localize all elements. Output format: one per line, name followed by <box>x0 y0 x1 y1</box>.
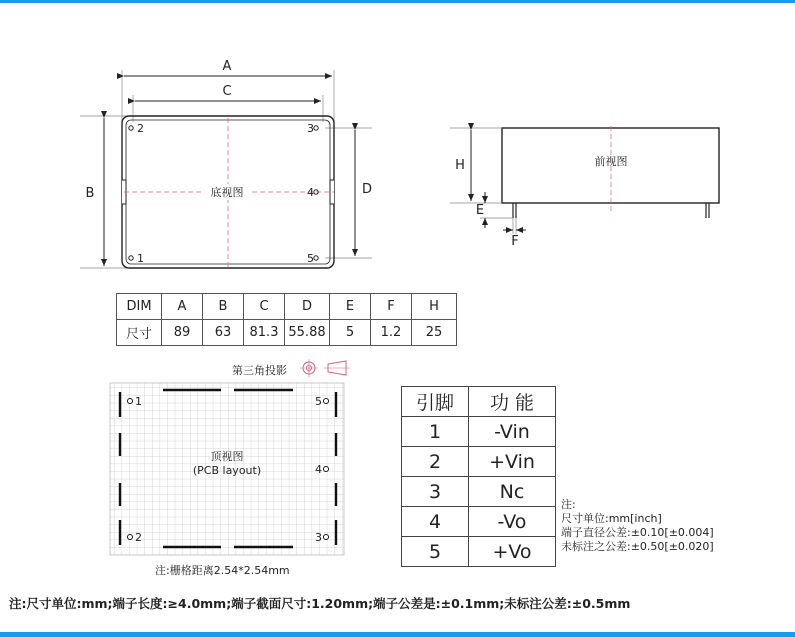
dimension-table-header <box>117 294 457 320</box>
third-angle-projection-symbol <box>300 359 350 377</box>
top-view-label: 顶视图 <box>210 450 244 463</box>
bottom-pin-1-hole <box>129 256 133 260</box>
table-cell: 3 <box>402 477 469 507</box>
note-line: 尺寸单位:mm[inch] <box>561 512 662 525</box>
top-pin-4-hole <box>324 467 329 472</box>
table-cell: A <box>162 294 203 320</box>
dim-f-label: F <box>511 234 519 249</box>
table-cell: -Vin <box>469 417 556 447</box>
table-cell: DIM <box>117 294 162 320</box>
table-cell: 1.2 <box>371 320 412 346</box>
table-cell: 5 <box>402 537 469 567</box>
bottom-pin-3-hole <box>314 126 318 130</box>
table-cell: C <box>244 294 285 320</box>
table-cell: 25 <box>412 320 457 346</box>
table-cell: 5 <box>330 320 371 346</box>
table-row <box>402 537 556 567</box>
table-cell: F <box>371 294 412 320</box>
table-cell: +Vo <box>469 537 556 567</box>
table-cell: 81.3 <box>244 320 285 346</box>
top-pin-3-label: 3 <box>315 531 322 544</box>
bottom-pin-5-label: 5 <box>307 252 314 265</box>
front-view-label: 前视图 <box>594 155 628 168</box>
table-cell: 尺寸 <box>117 320 162 346</box>
projection-label: 第三角投影 <box>232 364 287 377</box>
dim-e-label: E <box>475 203 485 218</box>
top-pin-5-label: 5 <box>315 395 322 408</box>
pin-table-header <box>402 387 556 417</box>
top-pin-5-hole <box>324 399 329 404</box>
bottom-pin-2-hole <box>129 126 133 130</box>
bottom-view <box>80 59 372 268</box>
table-row <box>402 447 556 477</box>
dim-d-label: D <box>361 182 373 197</box>
table-cell: 1 <box>402 417 469 447</box>
table-cell: B <box>203 294 244 320</box>
table-cell: 63 <box>203 320 244 346</box>
top-pin-1-label: 1 <box>135 395 142 408</box>
top-view <box>110 383 344 555</box>
top-pin-2-label: 2 <box>135 531 142 544</box>
table-cell: Nc <box>469 477 556 507</box>
top-pin-3-hole <box>324 535 329 540</box>
note-line: 未标注之公差:±0.50[±0.020] <box>561 540 714 553</box>
bottom-pin-1-label: 1 <box>137 252 144 265</box>
table-cell: 4 <box>402 507 469 537</box>
tolerance-note <box>561 498 714 554</box>
table-cell: +Vin <box>469 447 556 477</box>
dim-b-label: B <box>85 186 95 201</box>
bottom-view-label: 底视图 <box>210 186 244 199</box>
table-cell: E <box>330 294 371 320</box>
table-cell: 55.88 <box>285 320 330 346</box>
bottom-pin-5-hole <box>314 256 318 260</box>
bottom-pin-4-label: 4 <box>307 186 314 199</box>
dim-h-label: H <box>455 158 465 173</box>
grid-note: 注:栅格距离2.54*2.54mm <box>155 564 290 577</box>
bottom-pin-3-label: 3 <box>307 122 314 135</box>
table-cell: 2 <box>402 447 469 477</box>
note-line: 端子直径公差:±0.10[±0.004] <box>561 526 714 539</box>
table-row <box>402 477 556 507</box>
table-cell: 89 <box>162 320 203 346</box>
table-cell: 引脚 <box>402 387 469 417</box>
table-row <box>402 417 556 447</box>
note-line: 注: <box>561 498 576 511</box>
front-view <box>450 126 719 249</box>
dim-a-label: A <box>222 59 232 74</box>
footer-note: 注:尺寸单位:mm;端子长度:≥4.0mm;端子截面尺寸:1.20mm;端子公差是:±0.1mm;未标注公差:±0.5mm <box>9 596 631 611</box>
table-cell: H <box>412 294 457 320</box>
table-cell: D <box>285 294 330 320</box>
top-pin-4-label: 4 <box>315 463 322 476</box>
table-cell: -Vo <box>469 507 556 537</box>
pin-function-table <box>401 386 556 567</box>
top-view-sublabel: (PCB layout) <box>192 464 262 477</box>
top-pin-2-hole <box>128 535 133 540</box>
dimension-table-row <box>117 320 457 346</box>
table-cell: 功 能 <box>469 387 556 417</box>
table-row <box>402 507 556 537</box>
dim-c-label: C <box>222 84 232 99</box>
dimension-table <box>116 293 457 346</box>
bottom-pin-2-label: 2 <box>137 122 144 135</box>
top-pin-1-hole <box>128 399 133 404</box>
